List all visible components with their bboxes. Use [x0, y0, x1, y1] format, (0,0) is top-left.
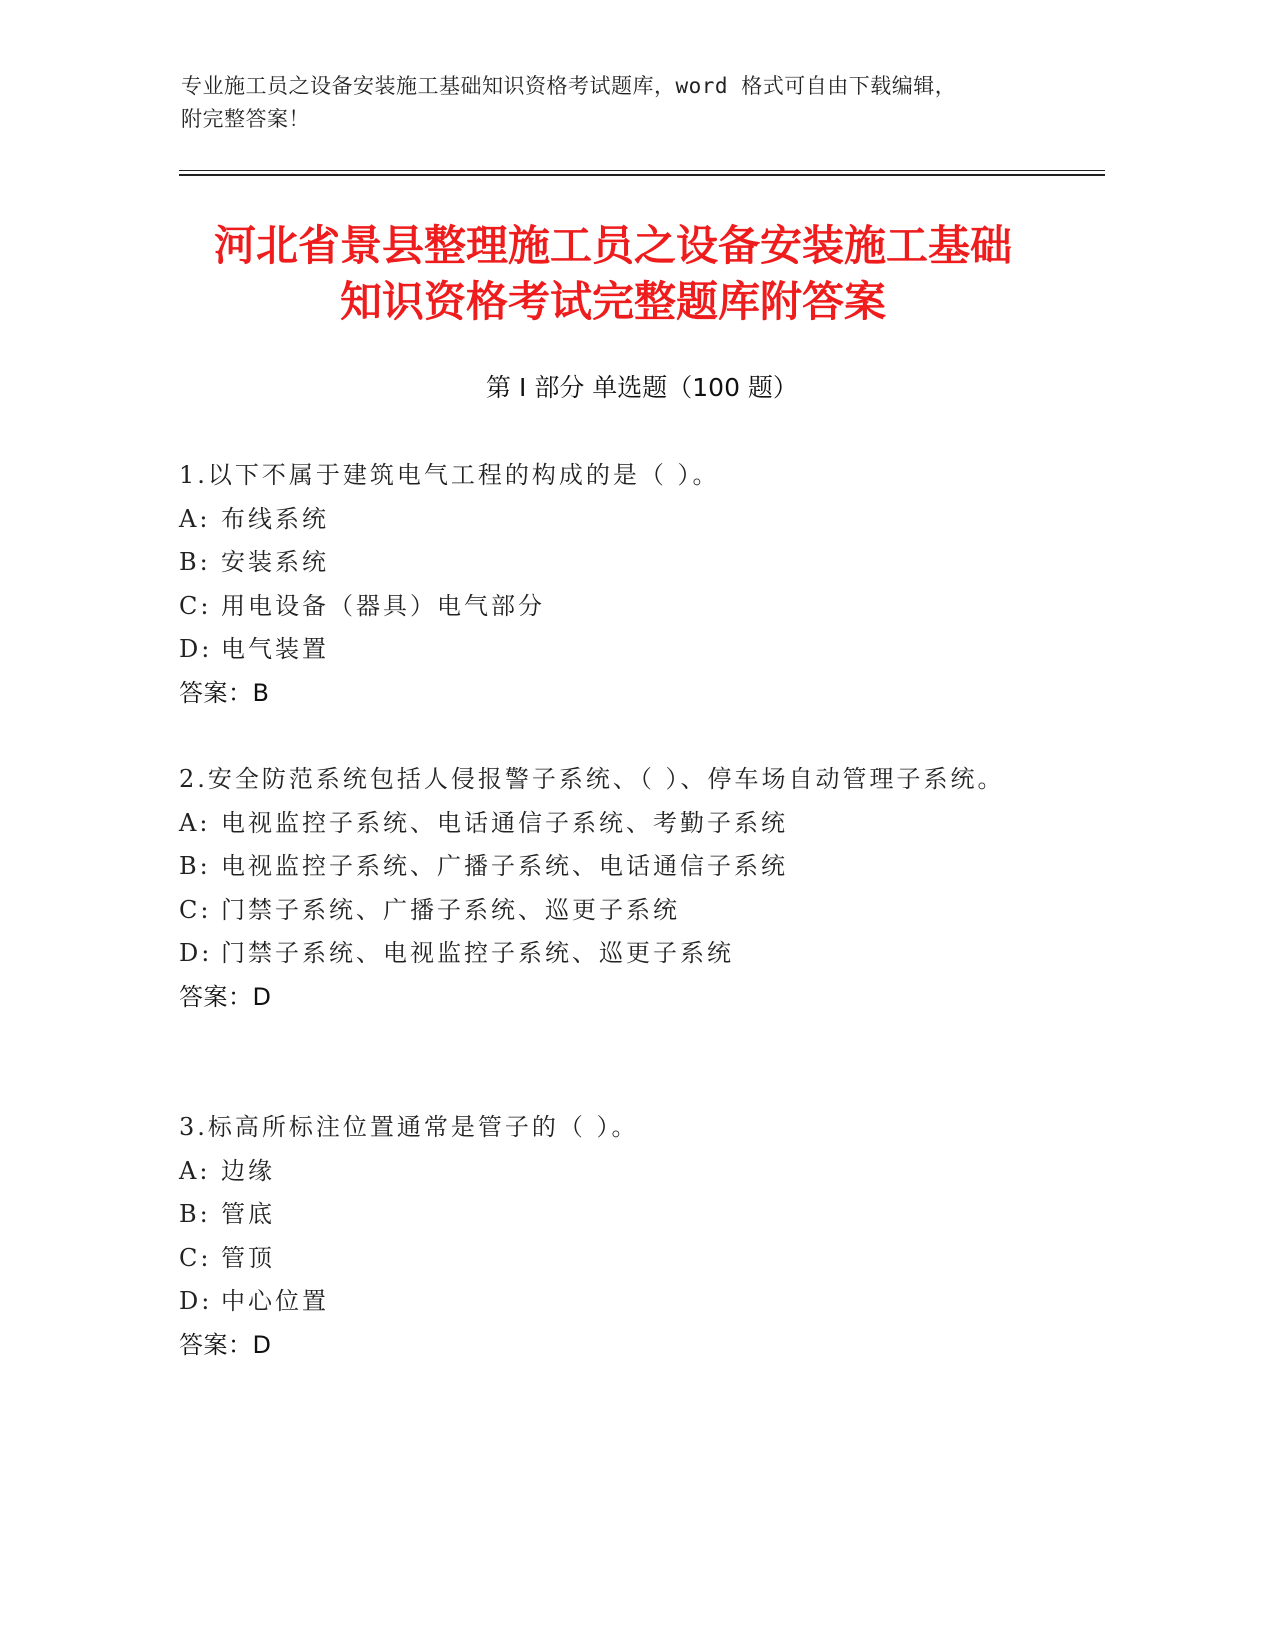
- header-note: [181, 70, 1081, 136]
- answer-line: 答案：D: [179, 1330, 272, 1359]
- option-d: [179, 628, 1059, 672]
- option-c: [179, 585, 1059, 629]
- option-text: 电气装置: [221, 635, 329, 663]
- header-note-line-1: 专业施工员之设备安装施工基础知识资格考试题库，word 格式可自由下载编辑，: [181, 74, 957, 98]
- question-stem: 3.标高所标注位置通常是管子的（ ）。: [179, 1113, 639, 1141]
- option-text: 边缘: [221, 1156, 275, 1185]
- document-title-line-2: 知识资格考试完整题库附答案: [339, 277, 886, 326]
- option-text: 用电设备（器具）电气部分: [221, 591, 545, 620]
- document-title-line-1: 河北省景县整理施工员之设备安装施工基础: [213, 221, 1012, 270]
- option-letter: B:: [179, 548, 211, 576]
- header-rule-bottom: [179, 174, 1105, 176]
- option-text: 中心位置: [221, 1287, 329, 1315]
- option-letter: D:: [179, 635, 213, 663]
- header-note-line-2: 附完整答案！: [181, 107, 310, 131]
- option-letter: B:: [179, 1200, 211, 1228]
- option-text: 门禁子系统、广播子系统、巡更子系统: [221, 895, 680, 924]
- option-text: 电视监控子系统、广播子系统、电话通信子系统: [221, 852, 788, 880]
- question-2: [179, 758, 1024, 1019]
- option-letter: A:: [179, 1156, 211, 1185]
- option-letter: D:: [179, 939, 213, 967]
- option-letter: C:: [179, 895, 212, 924]
- question-stem: 1.以下不属于建筑电气工程的构成的是（ ）。: [179, 461, 720, 489]
- option-d: [179, 1280, 1059, 1324]
- document-title: [150, 218, 1076, 330]
- option-a: [179, 802, 1024, 846]
- option-b: [179, 845, 1024, 889]
- option-letter: C:: [179, 591, 212, 620]
- option-letter: B:: [179, 852, 211, 880]
- header-rule-top: [179, 170, 1105, 171]
- option-text: 电视监控子系统、电话通信子系统、考勤子系统: [221, 808, 788, 837]
- option-text: 安装系统: [221, 548, 329, 576]
- option-a: [179, 498, 1059, 542]
- option-b: [179, 541, 1059, 585]
- option-letter: D:: [179, 1287, 213, 1315]
- option-letter: A:: [179, 504, 211, 533]
- question-1: [179, 454, 1059, 715]
- option-text: 管顶: [221, 1243, 275, 1272]
- option-c: [179, 1237, 1059, 1281]
- option-a: [179, 1150, 1059, 1194]
- section-heading: 第 I 部分 单选题（100 题）: [486, 373, 798, 402]
- option-text: 布线系统: [221, 504, 329, 533]
- option-text: 门禁子系统、电视监控子系统、巡更子系统: [221, 939, 734, 967]
- option-letter: C:: [179, 1243, 212, 1272]
- answer-line: 答案：D: [179, 982, 272, 1011]
- option-b: [179, 1193, 1059, 1237]
- question-stem: 2.安全防范系统包括人侵报警子系统、（ ）、停车场自动管理子系统。: [179, 765, 1005, 793]
- answer-line: 答案：B: [179, 678, 270, 707]
- option-c: [179, 889, 1024, 933]
- question-3: [179, 1106, 1059, 1367]
- option-d: [179, 932, 1024, 976]
- option-letter: A:: [179, 808, 211, 837]
- option-text: 管底: [221, 1200, 275, 1228]
